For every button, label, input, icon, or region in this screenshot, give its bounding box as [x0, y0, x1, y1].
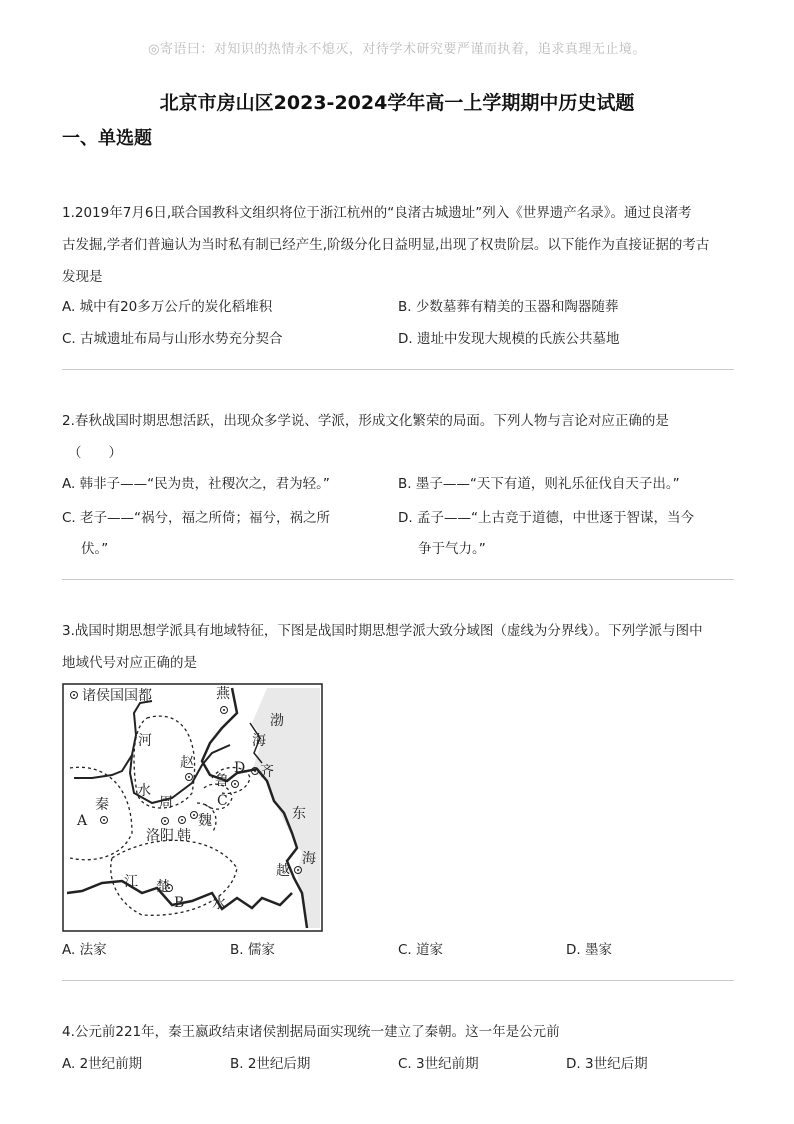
svg-text:赵: 赵 — [180, 755, 194, 771]
svg-text:魏: 魏 — [198, 813, 212, 829]
svg-text:渤: 渤 — [270, 713, 284, 729]
question-divider — [62, 579, 734, 580]
svg-text:海: 海 — [252, 733, 266, 749]
option-d[interactable]: D. 3世纪后期 — [566, 1056, 648, 1072]
question-stem-line: 4.公元前221年，秦王嬴政结束诸侯割据局面实现统一建立了秦朝。这一年是公元前 — [62, 1024, 560, 1040]
warring-states-map — [62, 683, 324, 933]
svg-text:B: B — [174, 895, 185, 911]
svg-text:A: A — [77, 813, 88, 829]
svg-text:齐: 齐 — [260, 764, 274, 780]
question-stem-line: 古发掘,学者们普遍认为当时私有制已经产生,阶级分化日益明显,出现了权贵阶层。以下能作为直接证据的考古 — [62, 237, 710, 253]
question-stem-line: 1.2019年7月6日,联合国教科文组织将位于浙江杭州的“良渚古城遗址”列入《世界遗产名录》。通过良渚考 — [62, 205, 692, 221]
option-d[interactable]: D. 孟子——“上古竞于道德，中世逐于智谋，当今 — [398, 510, 694, 526]
svg-text:楚: 楚 — [156, 879, 170, 895]
svg-text:C: C — [217, 793, 228, 809]
svg-text:秦: 秦 — [95, 797, 109, 813]
option-c[interactable]: C. 古城遗址布局与山形水势充分契合 — [62, 331, 283, 347]
option-b[interactable]: B. 2世纪后期 — [230, 1056, 311, 1072]
option-d[interactable]: D. 遗址中发现大规模的氏族公共墓地 — [398, 331, 620, 347]
option-b[interactable]: B. 墨子——“天下有道，则礼乐征伐自天子出。” — [398, 476, 680, 492]
option-d[interactable]: D. 墨家 — [566, 942, 612, 958]
question-divider — [62, 980, 734, 981]
svg-text:越: 越 — [276, 863, 290, 879]
option-a[interactable]: A. 2世纪前期 — [62, 1056, 143, 1072]
question-3 — [62, 615, 734, 679]
svg-text:洛阳: 洛阳 — [146, 828, 174, 844]
question-divider — [62, 369, 734, 370]
question-2 — [62, 405, 734, 469]
option-c[interactable]: C. 3世纪前期 — [398, 1056, 479, 1072]
option-a[interactable]: A. 城中有20多万公斤的炭化稻堆积 — [62, 299, 273, 315]
option-a[interactable]: A. 法家 — [62, 942, 107, 958]
svg-text:周: 周 — [159, 795, 173, 811]
option-b[interactable]: B. 少数墓葬有精美的玉器和陶器随葬 — [398, 299, 619, 315]
svg-text:鲁: 鲁 — [215, 773, 229, 789]
question-stem-line: 地域代号对应正确的是 — [62, 655, 197, 671]
question-4 — [62, 1016, 734, 1048]
question-stem-line: 发现是 — [62, 269, 103, 285]
option-b[interactable]: B. 儒家 — [230, 942, 275, 958]
option-a[interactable]: A. 韩非子——“民为贵，社稷次之，君为轻。” — [62, 476, 330, 492]
svg-text:水: 水 — [137, 783, 151, 799]
svg-text:韩: 韩 — [177, 828, 191, 844]
question-1 — [62, 197, 734, 293]
option-c[interactable]: C. 老子——“祸兮，福之所倚；福兮，祸之所 — [62, 510, 331, 526]
svg-text:海: 海 — [302, 851, 316, 867]
question-stem-line: 3.战国时期思想学派具有地域特征，下图是战国时期思想学派大致分域图（虚线为分界线）。下列学派与图中 — [62, 623, 703, 639]
question-stem-line: 2.春秋战国时期思想活跃，出现众多学说、学派，形成文化繁荣的局面。下列人物与言论对应正确的是 — [62, 413, 669, 429]
section-title: 一、单选题 — [62, 128, 152, 149]
svg-text:水: 水 — [212, 896, 226, 912]
page-title: 北京市房山区2023-2024学年高一上学期期中历史试题 — [159, 92, 635, 114]
svg-text:D: D — [234, 760, 246, 776]
question-stem-line: （ ） — [68, 445, 122, 461]
svg-text:东: 东 — [292, 806, 306, 822]
svg-text:江: 江 — [124, 874, 138, 890]
option-d-continued: 争于气力。” — [418, 541, 486, 557]
svg-text:河: 河 — [138, 733, 152, 749]
option-c[interactable]: C. 道家 — [398, 942, 444, 958]
option-c-continued: 伏。” — [81, 541, 109, 557]
svg-text:燕: 燕 — [216, 686, 230, 702]
map-legend-label: 诸侯国国都 — [82, 688, 152, 704]
header-motto: ◎寄语曰：对知识的热情永不熄灭，对待学术研究要严谨而执着，追求真理无止境。 — [148, 42, 646, 57]
